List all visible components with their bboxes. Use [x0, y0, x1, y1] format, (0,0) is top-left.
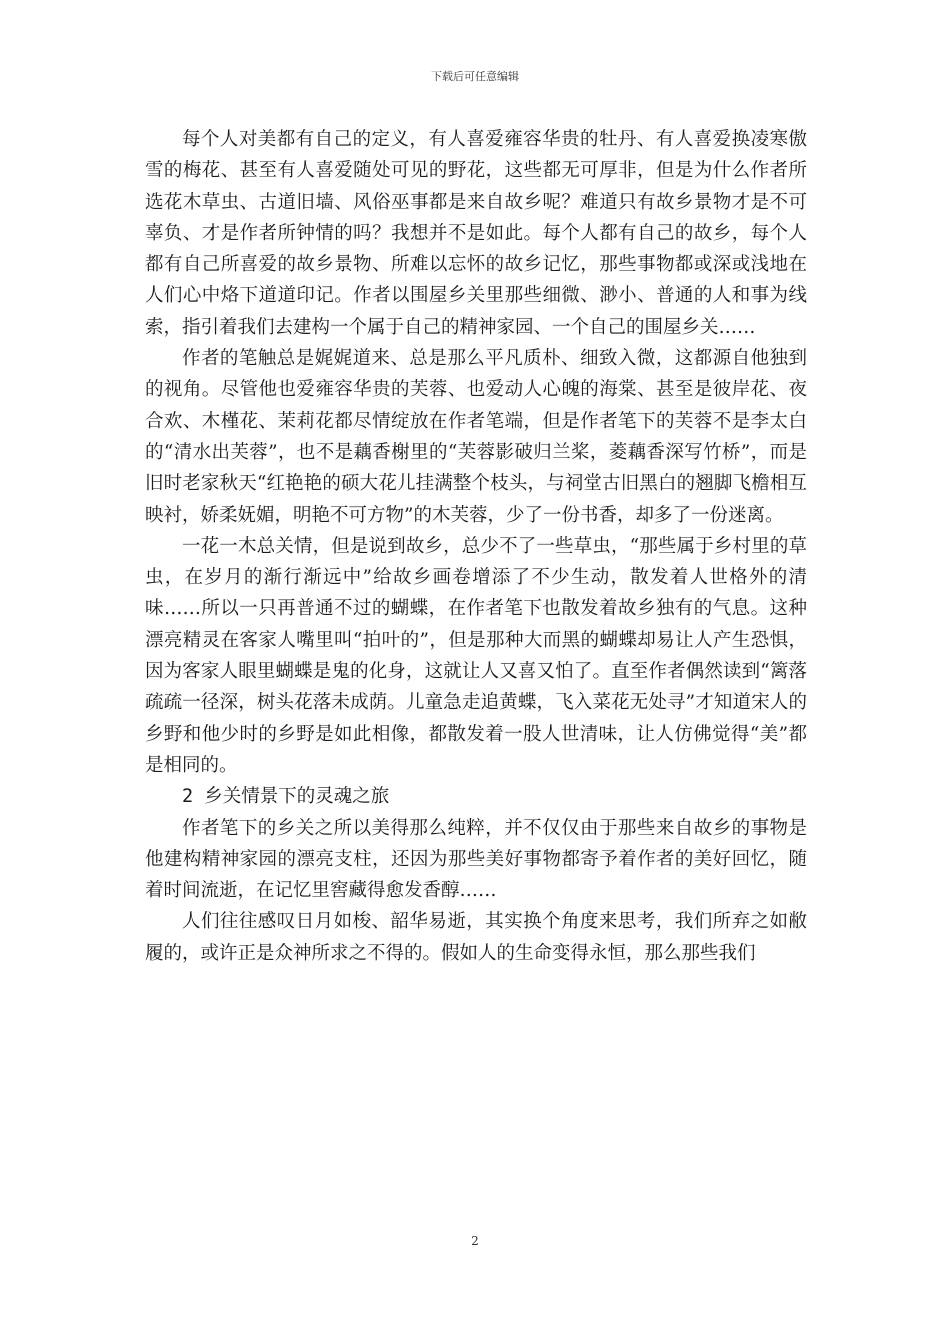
paragraph-grass-and-insects: 一花一木总关情，但是说到故乡，总少不了一些草虫，“那些属于乡村里的草虫，在岁月的渐行渐远中”给故乡画卷增添了不少生动，散发着人世格外的清味……所以一只再普通不过的蝴蝶，在作者笔下也散发着故乡独有的气息。这种漂亮精灵在客家人嘴里叫“拍叶的”，但是那种大而黑的蝴蝶却易让人产生恐惧，因为客家人眼里蝴蝶是鬼的化身，这就让人又喜又怕了。直至作者偶然读到“篱落疏疏一径深，树头花落未成荫。儿童急走追黄蝶，飞入菜花无处寻”才知道宋人的乡野和他少时的乡野是如此相像，都散发着一股人世清味，让人仿佛觉得“美”都是相同的。 — [145, 535, 807, 776]
section-heading: 2 乡关情景下的灵魂之旅 — [182, 786, 390, 808]
paragraph-time-passing: 人们往往感叹日月如梭、韶华易逝，其实换个角度来思考，我们所弃之如敝履的，或许正是众神所求之不得的。假如人的生命变得永恒，那么那些我们 — [145, 911, 807, 964]
page-header: 下载后可任意编辑 — [431, 70, 519, 83]
paragraph-authors-brushwork: 作者的笔触总是娓娓道来、总是那么平凡质朴、细致入微，这都源自他独到的视角。尽管他也爱雍容华贵的芙蓉、也爱动人心魄的海棠、甚至是彼岸花、夜合欢、木槿花、茉莉花都尽情绽放在作者笔端，但是作者笔下的芙蓉不是李太白的“清水出芙蓉”，也不是藕香榭里的“芙蓉影破归兰桨，菱藕香深写竹桥”，而是旧时老家秋天“红艳艳的硕大花儿挂满整个枝头，与祠堂古旧黑白的翘脚飞檐相互映衬，娇柔妩媚，明艳不可方物”的木芙蓉，少了一份书香，却多了一份迷离。 — [145, 348, 807, 526]
page-number: 2 — [471, 1234, 479, 1248]
paragraph-pure-beauty: 作者笔下的乡关之所以美得那么纯粹，并不仅仅由于那些来自故乡的事物是他建构精神家园的漂亮支柱，还因为那些美好事物都寄予着作者的美好回忆，随着时间流逝，在记忆里窖藏得愈发香醇…… — [145, 817, 807, 902]
document-body — [145, 124, 807, 969]
paragraph-definition-of-beauty: 每个人对美都有自己的定义，有人喜爱雍容华贵的牡丹、有人喜爱换凌寒傲雪的梅花、甚至有人喜爱随处可见的野花，这些都无可厚非，但是为什么作者所选花木草虫、古道旧墙、风俗巫事都是来自故乡呢？难道只有故乡景物才是不可辜负、才是作者所钟情的吗？我想并不是如此。每个人都有自己的故乡，每个人都有自己所喜爱的故乡景物、所难以忘怀的故乡记忆，那些事物都或深或浅地在人们心中烙下道道印记。作者以围屋乡关里那些细微、渺小、普通的人和事为线索，指引着我们去建构一个属于自己的精神家园、一个自己的围屋乡关…… — [145, 129, 807, 338]
